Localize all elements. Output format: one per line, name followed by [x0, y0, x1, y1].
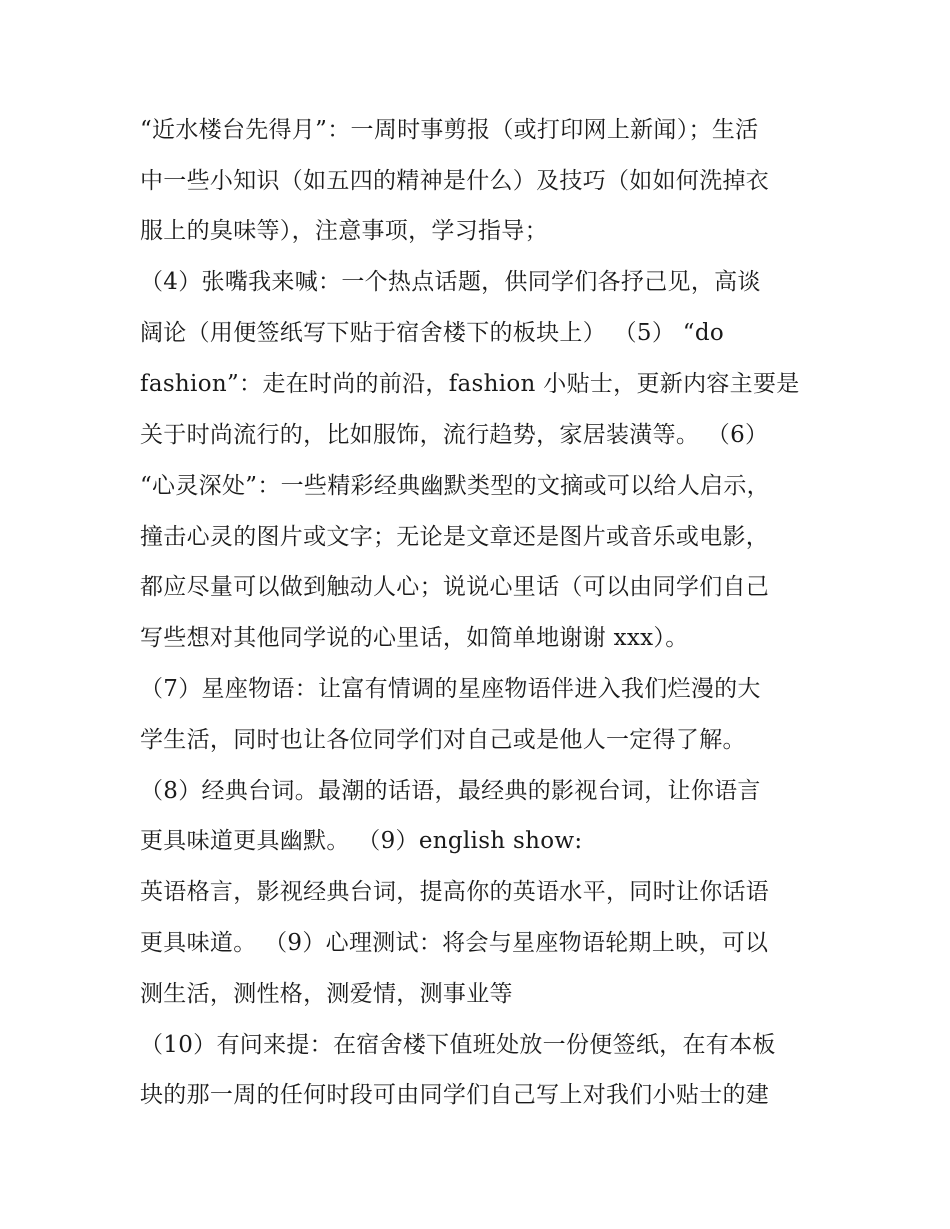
- text-line: “心灵深处”：一些精彩经典幽默类型的文摘或可以给人启示，: [140, 473, 770, 499]
- text-line: 更具味道更具幽默。 （9）english show:: [140, 828, 583, 854]
- text-line: 关于时尚流行的，比如服饰，流行趋势，家居装潢等。 （6）: [140, 422, 769, 448]
- text-line: 英语格言，影视经典台词，提高你的英语水平，同时让你话语: [140, 879, 770, 905]
- text-line: 学生活，同时也让各位同学们对自己或是他人一定得了解。: [140, 727, 746, 753]
- text-line: 阔论（用便签纸写下贴于宿舍楼下的板块上） （5） “do: [140, 320, 724, 346]
- text-line: 都应尽量可以做到触动人心；说说心里话（可以由同学们自己: [140, 574, 770, 600]
- text-line: 写些想对其他同学说的心里话，如简单地谢谢 xxx）。: [140, 625, 689, 651]
- text-line: （4）张嘴我来喊：一个热点话题，供同学们各抒己见，高谈: [140, 269, 761, 295]
- text-line: （8）经典台词。最潮的话语，最经典的影视台词，让你语言: [140, 778, 761, 804]
- text-line: 撞击心灵的图片或文字；无论是文章还是图片或音乐或电影，: [140, 524, 770, 550]
- text-line: 块的那一周的任何时段可由同学们自己写上对我们小贴士的建: [140, 1082, 770, 1108]
- text-line: fashion”：走在时尚的前沿，fashion 小贴士，更新内容主要是: [140, 371, 800, 397]
- text-line: （7）星座物语：让富有情调的星座物语伴进入我们烂漫的大: [140, 676, 761, 702]
- text-line: “近水楼台先得月”：一周时事剪报（或打印网上新闻）；生活: [140, 117, 759, 143]
- text-line: 测生活，测性格，测爱情，测事业等: [140, 981, 513, 1007]
- text-line: 更具味道。 （9）心理测试：将会与星座物语轮期上映，可以: [140, 930, 769, 956]
- text-line: 中一些小知识（如五四的精神是什么）及技巧（如如何洗掉衣: [140, 168, 770, 194]
- text-line: （10）有问来提：在宿舍楼下值班处放一份便签纸，在有本板: [140, 1032, 776, 1058]
- text-line: 服上的臭味等），注意事项，学习指导；: [140, 218, 548, 244]
